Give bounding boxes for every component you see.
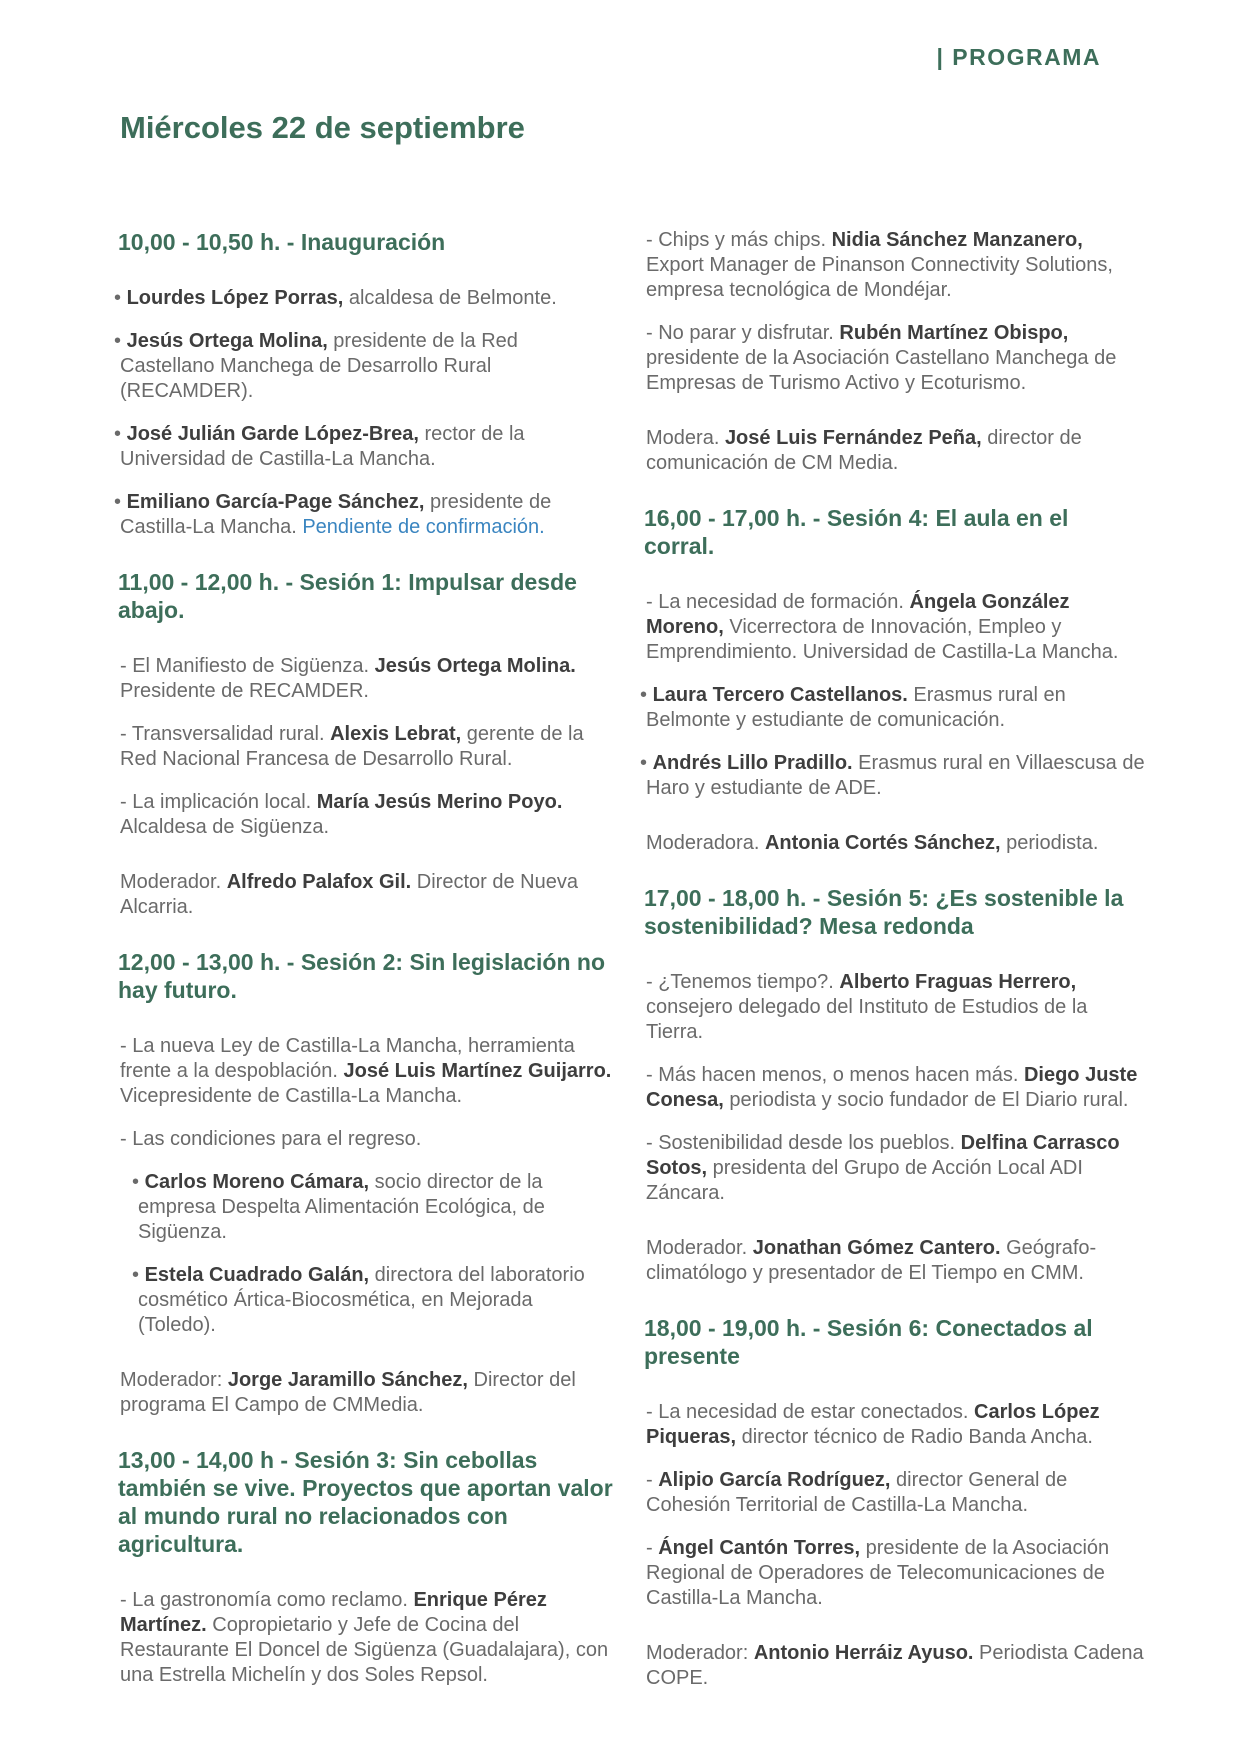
speaker-name: Ángel Cantón Torres, (658, 1537, 861, 1559)
speaker-name: José Luis Martínez Guijarro. (343, 1060, 612, 1082)
session-3 (114, 1446, 614, 1688)
speaker-name: Jesús Ortega Molina, (126, 330, 328, 352)
speaker-name: María Jesús Merino Poyo. (316, 791, 563, 813)
talk-item: - El Manifiesto de Sigüenza. Jesús Ortega Molina. Presidente de RECAMDER. (120, 655, 576, 702)
speaker-name: Estela Cuadrado Galán, (144, 1264, 370, 1286)
speaker-name: Jorge Jaramillo Sánchez, (227, 1369, 468, 1391)
talk-item: - Más hacen menos, o menos hacen más. Diego Juste Conesa, periodista y socio fundador de El Diario rural. (646, 1064, 1138, 1111)
speaker-name: Antonio Herráiz Ayuso. (753, 1642, 974, 1664)
speaker-name: Diego Juste Conesa, (646, 1064, 1138, 1111)
session-title: 18,00 - 19,00 h. - Sesión 6: Conectados al presente (644, 1315, 1093, 1369)
speaker-item: • Carlos Moreno Cámara, socio director de la empresa Despelta Alimentación Ecológica, de Sigüenza. (132, 1171, 545, 1243)
speaker-name: Enrique Pérez Martínez. (120, 1589, 547, 1636)
talk-item: - Ángel Cantón Torres, presidente de la Asociación Regional de Operadores de Telecomunicaciones de Castilla-La Mancha. (646, 1537, 1110, 1609)
moderator-item: Moderador: Antonio Herráiz Ayuso. Periodista Cadena COPE. (646, 1642, 1144, 1689)
moderator-item: Moderador. Jonathan Gómez Cantero. Geógrafo-climatólogo y presentador de El Tiempo en CMM. (646, 1237, 1097, 1284)
speaker-item: • Andrés Lillo Pradillo. Erasmus rural en Villaescusa de Haro y estudiante de ADE. (640, 752, 1145, 799)
talk-item: - ¿Tenemos tiempo?. Alberto Fraguas Herrero, consejero delegado del Instituto de Estudios de la Tierra. (646, 971, 1088, 1043)
session-title: 16,00 - 17,00 h. - Sesión 4: El aula en el corral. (644, 505, 1069, 559)
speaker-name: Jesús Ortega Molina. (374, 655, 576, 677)
talk-item: - Alipio García Rodríguez, director General de Cohesión Territorial de Castilla-La Mancha. (646, 1469, 1068, 1516)
session-title: 17,00 - 18,00 h. - Sesión 5: ¿Es sostenible la sostenibilidad? Mesa redonda (644, 885, 1124, 939)
talk-item: - La gastronomía como reclamo. Enrique Pérez Martínez. Copropietario y Jefe de Cocina del Restaurante El Doncel de Sigüenza (Guadalajara), con una Estrella Michelín y dos Soles Repsol. (120, 1589, 609, 1686)
speaker-item: • José Julián Garde López-Brea, rector de la Universidad de Castilla-La Mancha. (114, 423, 525, 470)
session-2 (114, 948, 614, 1418)
speaker-name: José Julián Garde López-Brea, (126, 423, 419, 445)
speaker-name: Jonathan Gómez Cantero. (752, 1237, 1001, 1259)
session-3-continued (640, 228, 1145, 476)
speaker-name: Carlos Moreno Cámara, (144, 1171, 370, 1193)
pending-confirmation-link[interactable]: Pendiente de confirmación. (302, 516, 545, 538)
speaker-name: Nidia Sánchez Manzanero, (831, 229, 1083, 251)
session-title: 10,00 - 10,50 h. - Inauguración (118, 229, 446, 255)
speaker-item: • Emiliano García-Page Sánchez, presidente de Castilla-La Mancha. Pendiente de confirmación. (114, 491, 552, 538)
talk-item: - No parar y disfrutar. Rubén Martínez Obispo, presidente de la Asociación Castellano Manchega de Empresas de Turismo Activo y Ecoturismo. (646, 322, 1117, 394)
left-column (114, 228, 614, 1706)
speaker-name: Alberto Fraguas Herrero, (839, 971, 1077, 993)
moderator-item: Modera. José Luis Fernández Peña, director de comunicación de CM Media. (646, 427, 1082, 474)
speaker-name: Emiliano García-Page Sánchez, (126, 491, 425, 513)
speaker-name: Alexis Lebrat, (330, 723, 462, 745)
session-title: 13,00 - 14,00 h - Sesión 3: Sin cebollas también se vive. Proyectos que aportan valor al mundo rural no relacionados con agricultura. (118, 1447, 613, 1557)
session-title: 12,00 - 13,00 h. - Sesión 2: Sin legislación no hay futuro. (118, 949, 605, 1003)
speaker-item: • Estela Cuadrado Galán, directora del laboratorio cosmético Ártica-Biocosmética, en Mejorada (Toledo). (132, 1264, 585, 1336)
talk-item: - La implicación local. María Jesús Merino Poyo. Alcaldesa de Sigüenza. (120, 791, 563, 838)
session-5 (640, 884, 1145, 1286)
speaker-name: Antonia Cortés Sánchez, (764, 832, 1001, 854)
talk-item: - La necesidad de formación. Ángela González Moreno, Vicerrectora de Innovación, Empleo y Emprendimiento. Universidad de Castilla-La Mancha. (646, 591, 1119, 663)
section-tag: | PROGRAMA (936, 44, 1101, 70)
speaker-name: Alipio García Rodríguez, (658, 1469, 891, 1491)
speaker-name: Rubén Martínez Obispo, (839, 322, 1069, 344)
moderator-item: Moderador: Jorge Jaramillo Sánchez, Director del programa El Campo de CMMedia. (120, 1369, 576, 1416)
speaker-name: Andrés Lillo Pradillo. (652, 752, 853, 774)
session-6 (640, 1314, 1145, 1691)
talk-item: - La necesidad de estar conectados. Carlos López Piqueras, director técnico de Radio Banda Ancha. (646, 1401, 1100, 1448)
talk-item: - Transversalidad rural. Alexis Lebrat, gerente de la Red Nacional Francesa de Desarrollo Rural. (120, 723, 584, 770)
talk-item: - Las condiciones para el regreso. (120, 1128, 422, 1150)
right-column (640, 228, 1145, 1709)
session-inauguracion (114, 228, 614, 540)
session-4 (640, 504, 1145, 856)
speaker-name: Ángela González Moreno, (646, 591, 1070, 638)
speaker-name: Carlos López Piqueras, (646, 1401, 1100, 1448)
page-title: Miércoles 22 de septiembre (120, 110, 525, 145)
talk-item: - Sostenibilidad desde los pueblos. Delfina Carrasco Sotos, presidenta del Grupo de Acción Local ADI Záncara. (646, 1132, 1120, 1204)
speaker-name: Laura Tercero Castellanos. (652, 684, 908, 706)
speaker-item: • Lourdes López Porras, alcaldesa de Belmonte. (114, 287, 557, 309)
speaker-name: José Luis Fernández Peña, (724, 427, 982, 449)
talk-item: - Chips y más chips. Nidia Sánchez Manzanero, Export Manager de Pinanson Connectivity Solutions, empresa tecnológica de Mondéjar. (646, 229, 1113, 301)
speaker-name: Lourdes López Porras, (126, 287, 344, 309)
speaker-item: • Jesús Ortega Molina, presidente de la Red Castellano Manchega de Desarrollo Rural (RECAMDER). (114, 330, 518, 402)
session-title: 11,00 - 12,00 h. - Sesión 1: Impulsar desde abajo. (118, 569, 577, 623)
moderator-item: Moderadora. Antonia Cortés Sánchez, periodista. (646, 832, 1099, 854)
moderator-item: Moderador. Alfredo Palafox Gil. Director de Nueva Alcarria. (120, 871, 578, 918)
talk-item: - La nueva Ley de Castilla-La Mancha, herramienta frente a la despoblación. José Luis Martínez Guijarro. Vicepresidente de Castilla-La Mancha. (120, 1035, 612, 1107)
speaker-item: • Laura Tercero Castellanos. Erasmus rural en Belmonte y estudiante de comunicación. (640, 684, 1066, 731)
session-1 (114, 568, 614, 920)
speaker-name: Alfredo Palafox Gil. (226, 871, 412, 893)
speaker-name: Delfina Carrasco Sotos, (646, 1132, 1120, 1179)
